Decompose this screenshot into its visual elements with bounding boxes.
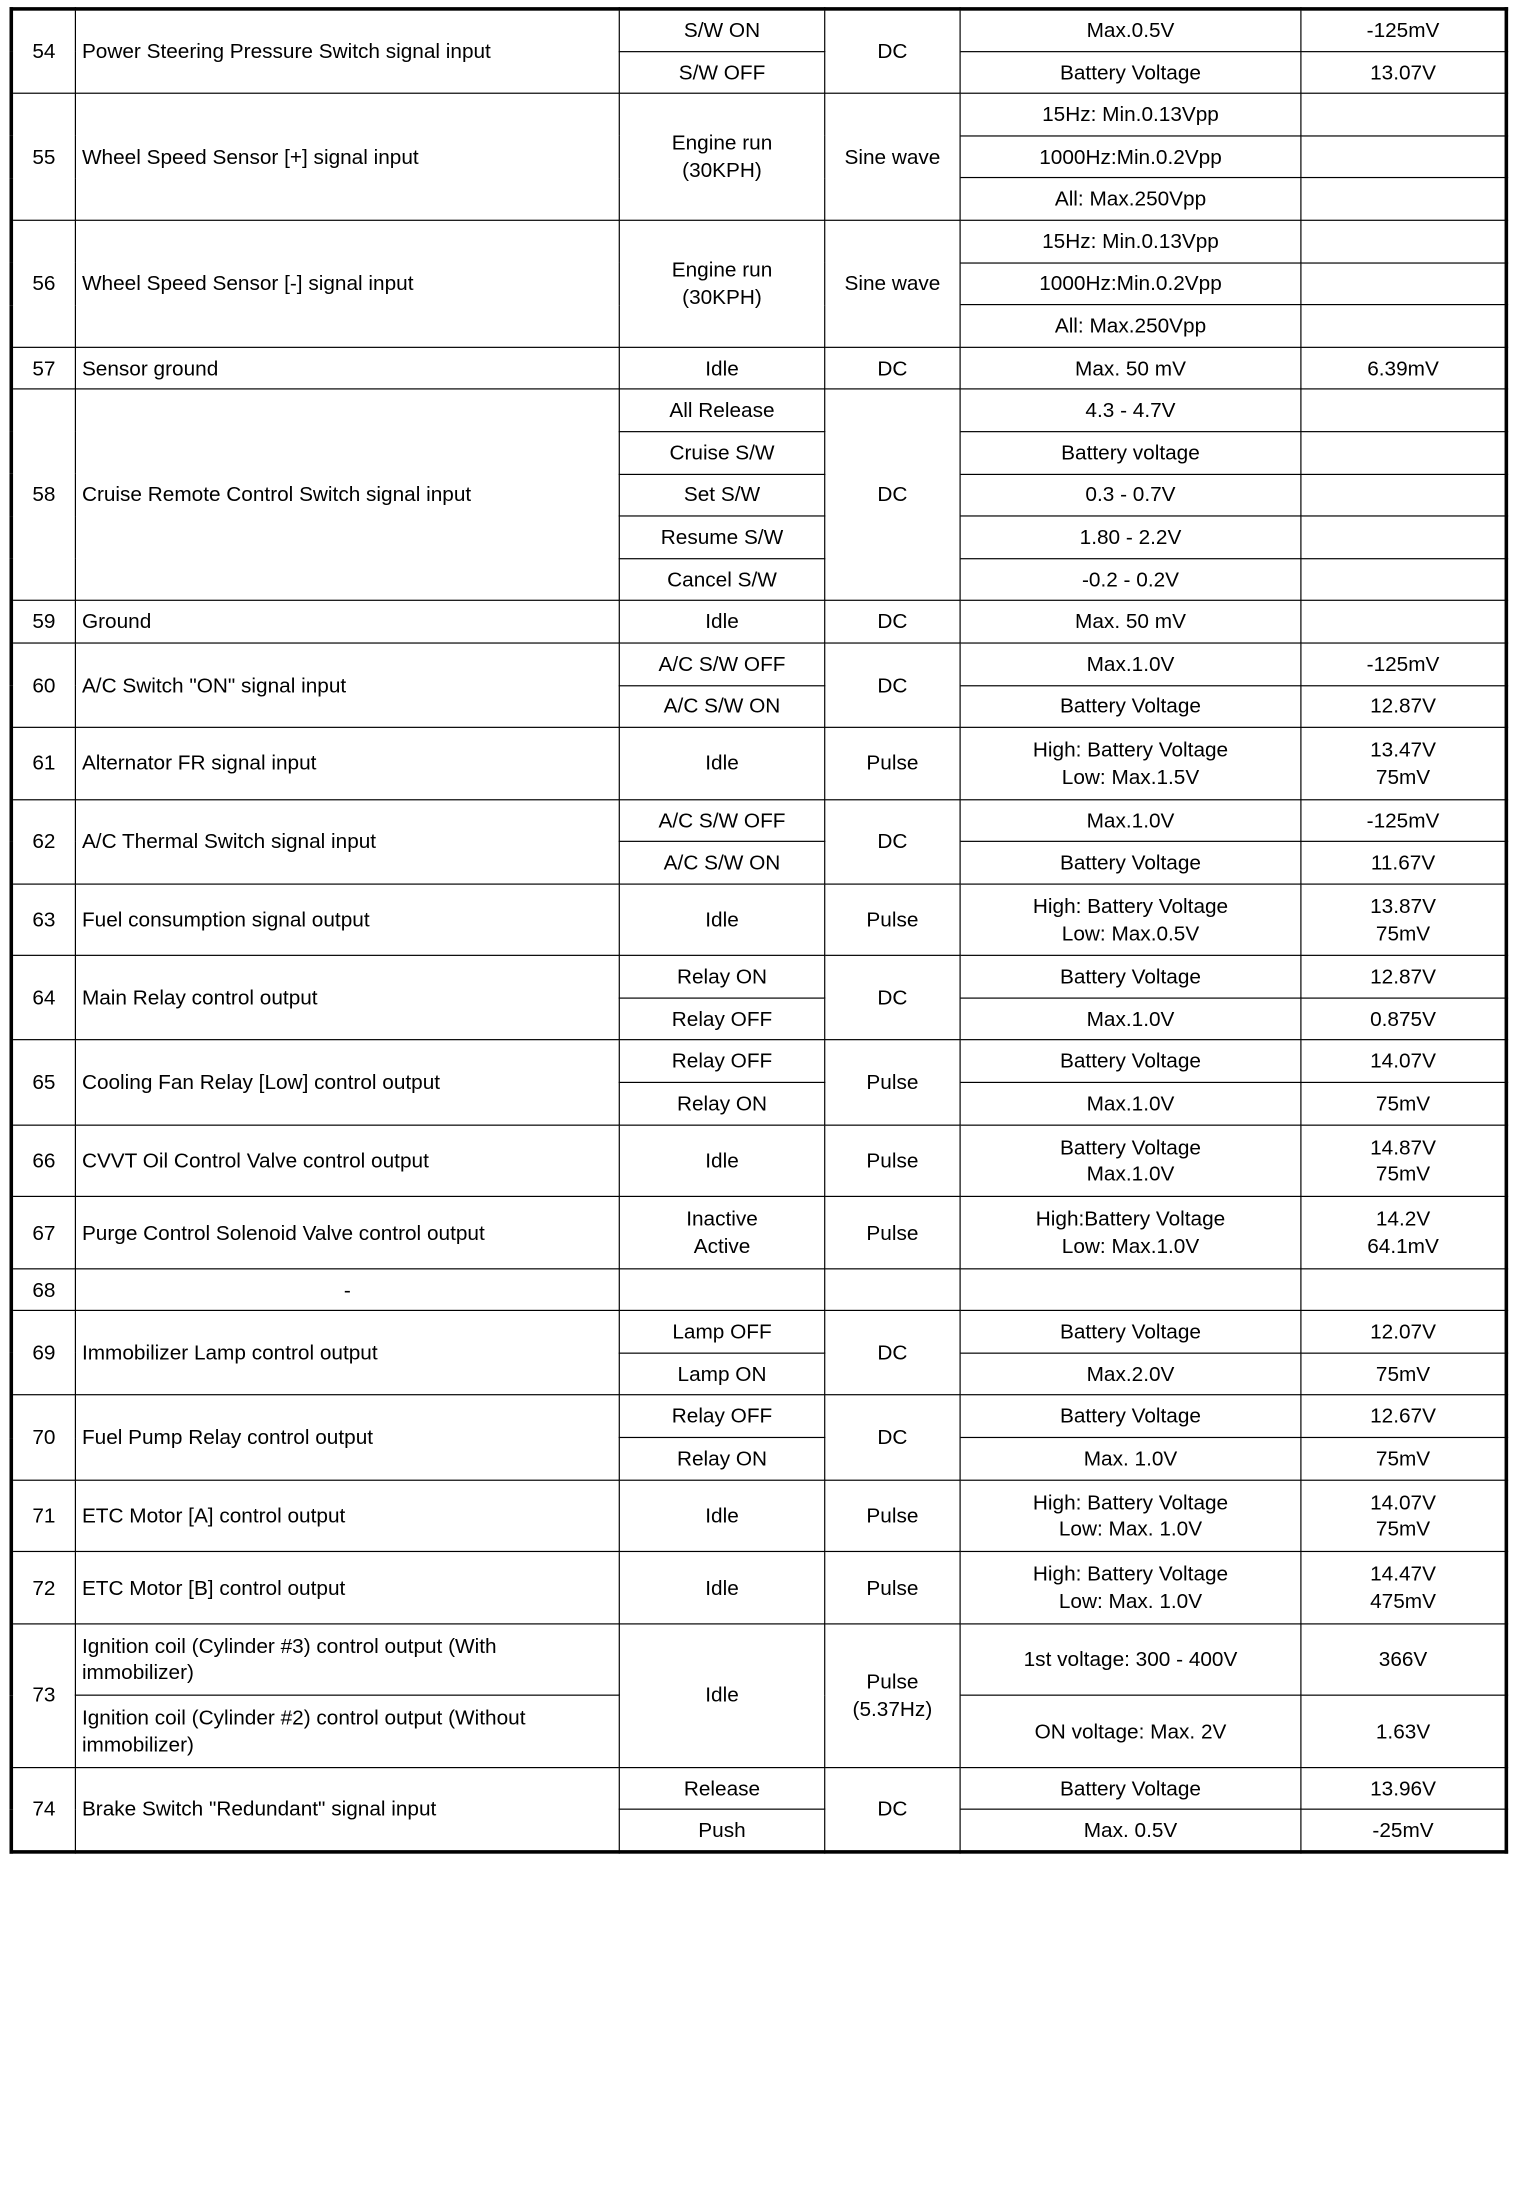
condition-line: Inactive [686,1206,758,1231]
spec-cell [960,1552,1301,1624]
signal-type: Pulse [825,1480,960,1552]
spec-cell: Battery Voltage [960,1395,1301,1437]
spec-line: Low: Max.0.5V [1061,920,1200,945]
measured-cell [1301,474,1506,516]
pin-number: 73 [11,1623,75,1767]
spec-cell: Battery Voltage [960,1767,1301,1809]
pin-number: 55 [11,93,75,220]
measured-cell [1301,1197,1506,1269]
measured-cell [1301,432,1506,474]
pin-description: Fuel Pump Relay control output [75,1395,619,1480]
condition-cell: Relay ON [619,956,824,998]
spec-line: High: Battery Voltage [1032,893,1229,918]
spec-line: Low: Max.1.5V [1061,764,1200,789]
measured-cell: 13.96V [1301,1767,1506,1809]
pin-description: Cruise Remote Control Switch signal input [75,389,619,600]
spec-cell: Max. 1.0V [960,1438,1301,1480]
measured-cell: 1.63V [1301,1695,1506,1767]
table-row [11,799,1506,841]
spec-cell: Max. 50 mV [960,601,1301,643]
spec-cell [960,884,1301,956]
spec-cell: Battery Voltage [960,1040,1301,1082]
pin-description: CVVT Oil Control Valve control output [75,1125,619,1197]
pin-description: Purge Control Solenoid Valve control output [75,1197,619,1269]
pin-number: 63 [11,884,75,956]
spec-cell: 1.80 - 2.2V [960,516,1301,558]
spec-line: High:Battery Voltage [1035,1206,1226,1231]
condition-cell: S/W OFF [619,51,824,93]
condition-cell: Cruise S/W [619,432,824,474]
measured-cell: 13.07V [1301,51,1506,93]
measured-cell [1301,220,1506,262]
spec-cell: 1st voltage: 300 - 400V [960,1623,1301,1695]
spec-cell: Max.2.0V [960,1353,1301,1395]
measured-cell [1301,178,1506,220]
signal-type [825,1623,960,1767]
condition-line: (30KPH) [682,158,762,182]
pin-description: Fuel consumption signal output [75,884,619,956]
measured-line: 13.47V [1370,737,1436,762]
measured-line: 14.07V [1370,1489,1436,1514]
signal-type: DC [825,1767,960,1852]
spec-cell: Max. 0.5V [960,1809,1301,1851]
spec-line: Battery Voltage [1060,1134,1201,1159]
table-row [11,1311,1506,1353]
condition-cell: Idle [619,727,824,799]
pin-number: 69 [11,1311,75,1396]
spec-line: Low: Max. 1.0V [1058,1588,1203,1613]
table-row [11,1040,1506,1082]
signal-type: DC [825,601,960,643]
measured-cell: -125mV [1301,9,1506,51]
signal-type: DC [825,1311,960,1396]
condition-cell [619,1197,824,1269]
condition-cell: Relay ON [619,1438,824,1480]
measured-cell: 0.875V [1301,998,1506,1040]
signal-type: Sine wave [825,93,960,220]
condition-cell: S/W ON [619,9,824,51]
pin-description: Sensor ground [75,347,619,389]
spec-cell [960,1480,1301,1552]
measured-cell: -125mV [1301,799,1506,841]
measured-cell [1301,884,1506,956]
measured-cell: 75mV [1301,1082,1506,1124]
signal-type: Sine wave [825,220,960,347]
spec-line: Low: Max. 1.0V [1058,1516,1203,1541]
measured-line: 475mV [1370,1588,1436,1613]
pin-number: 54 [11,9,75,94]
measured-cell: 366V [1301,1623,1506,1695]
pin-number: 71 [11,1480,75,1552]
measured-cell [1301,516,1506,558]
measured-cell: 6.39mV [1301,347,1506,389]
spec-cell [960,1197,1301,1269]
spec-cell: -0.2 - 0.2V [960,558,1301,600]
condition-cell: Relay ON [619,1082,824,1124]
spec-cell: Max.1.0V [960,643,1301,685]
condition-cell: Idle [619,601,824,643]
measured-line: 75mV [1375,1516,1431,1541]
condition-cell: Idle [619,884,824,956]
pin-description: Wheel Speed Sensor [+] signal input [75,93,619,220]
condition-cell [619,220,824,347]
signal-type: Pulse [825,1197,960,1269]
measured-cell [1301,136,1506,178]
measured-cell [1301,263,1506,305]
pin-description: Brake Switch "Redundant" signal input [75,1767,619,1852]
measured-cell [1301,1552,1506,1624]
condition-cell: A/C S/W ON [619,685,824,727]
condition-cell: Release [619,1767,824,1809]
table-row [11,1125,1506,1197]
table-row [11,884,1506,956]
spec-cell: Battery Voltage [960,842,1301,884]
pin-description: Alternator FR signal input [75,727,619,799]
pin-number: 57 [11,347,75,389]
pin-number: 64 [11,956,75,1041]
spec-line: High: Battery Voltage [1032,1561,1229,1586]
spec-cell: Battery Voltage [960,1311,1301,1353]
pin-number: 66 [11,1125,75,1197]
spec-cell [960,727,1301,799]
pin-number: 74 [11,1767,75,1852]
measured-cell [1301,389,1506,431]
spec-line: High: Battery Voltage [1032,737,1229,762]
condition-cell [619,1268,824,1310]
measured-line: 14.2V [1375,1206,1431,1231]
table-row [11,220,1506,262]
spec-cell [960,1125,1301,1197]
condition-cell: Idle [619,1552,824,1624]
signal-type: Pulse [825,884,960,956]
table-row [11,93,1506,135]
condition-cell: A/C S/W OFF [619,643,824,685]
measured-cell: 12.87V [1301,685,1506,727]
table-row [11,1480,1506,1552]
ecm-pin-table [10,7,1509,1853]
spec-cell: Max.1.0V [960,799,1301,841]
spec-cell [960,1268,1301,1310]
spec-line: High: Battery Voltage [1032,1489,1229,1514]
table-row [11,1197,1506,1269]
signal-type-line: (5.37Hz) [852,1696,933,1721]
pin-number: 61 [11,727,75,799]
table-row [11,601,1506,643]
table-row [11,347,1506,389]
measured-cell [1301,1125,1506,1197]
measured-cell: 12.07V [1301,1311,1506,1353]
signal-type: DC [825,799,960,884]
condition-cell: Relay OFF [619,1040,824,1082]
measured-line: 14.87V [1370,1134,1436,1159]
pin-description: A/C Thermal Switch signal input [75,799,619,884]
condition-cell: Resume S/W [619,516,824,558]
measured-cell [1301,727,1506,799]
condition-cell: Cancel S/W [619,558,824,600]
measured-line: 64.1mV [1367,1233,1439,1258]
table-row [11,1552,1506,1624]
measured-cell: 14.07V [1301,1040,1506,1082]
measured-line: 75mV [1375,1161,1431,1186]
pin-number: 56 [11,220,75,347]
condition-cell: A/C S/W OFF [619,799,824,841]
signal-type-line: Pulse [866,1669,919,1694]
signal-type: DC [825,389,960,600]
signal-type: Pulse [825,1125,960,1197]
spec-cell: Max.1.0V [960,1082,1301,1124]
measured-cell: -125mV [1301,643,1506,685]
measured-cell [1301,558,1506,600]
spec-cell: All: Max.250Vpp [960,178,1301,220]
signal-type: DC [825,643,960,728]
measured-line: 75mV [1375,764,1431,789]
measured-cell: -25mV [1301,1809,1506,1851]
table-row [11,1767,1506,1809]
spec-cell: Max. 50 mV [960,347,1301,389]
table-row [11,727,1506,799]
condition-line: Engine run [671,257,773,282]
spec-cell: ON voltage: Max. 2V [960,1695,1301,1767]
spec-cell: 1000Hz:Min.0.2Vpp [960,263,1301,305]
spec-cell: 1000Hz:Min.0.2Vpp [960,136,1301,178]
pin-number: 65 [11,1040,75,1125]
spec-cell: Max.1.0V [960,998,1301,1040]
pin-number: 70 [11,1395,75,1480]
condition-cell: All Release [619,389,824,431]
condition-cell: Lamp OFF [619,1311,824,1353]
condition-cell: Idle [619,1623,824,1767]
spec-cell: Max.0.5V [960,9,1301,51]
signal-type: Pulse [825,727,960,799]
pin-description: - [75,1268,619,1310]
spec-cell: Battery Voltage [960,685,1301,727]
signal-type: Pulse [825,1552,960,1624]
signal-type: DC [825,956,960,1041]
condition-cell: Idle [619,1480,824,1552]
pin-number: 62 [11,799,75,884]
pin-description: Power Steering Pressure Switch signal input [75,9,619,94]
pin-description: Ground [75,601,619,643]
condition-cell: Relay OFF [619,1395,824,1437]
signal-type: DC [825,1395,960,1480]
pin-number: 59 [11,601,75,643]
spec-cell: Battery voltage [960,432,1301,474]
condition-line: (30KPH) [682,284,762,309]
spec-cell: Battery Voltage [960,956,1301,998]
measured-line: 13.87V [1370,893,1436,918]
pin-description: Main Relay control output [75,956,619,1041]
pin-description: A/C Switch "ON" signal input [75,643,619,728]
table-row [11,1395,1506,1437]
table-row [11,9,1506,51]
measured-cell: 75mV [1301,1438,1506,1480]
table-row [11,389,1506,431]
table-row [11,956,1506,998]
pin-description: Cooling Fan Relay [Low] control output [75,1040,619,1125]
signal-type: Pulse [825,1040,960,1125]
spec-line: Low: Max.1.0V [1061,1233,1200,1258]
pin-description: ETC Motor [B] control output [75,1552,619,1624]
spec-line: Max.1.0V [1086,1161,1175,1186]
measured-cell [1301,305,1506,347]
spec-cell: Battery Voltage [960,51,1301,93]
measured-cell: 11.67V [1301,842,1506,884]
signal-type: DC [825,347,960,389]
table-row [11,1268,1506,1310]
condition-cell: Lamp ON [619,1353,824,1395]
condition-line: Active [693,1233,751,1258]
pin-description: Immobilizer Lamp control output [75,1311,619,1396]
pin-description: Ignition coil (Cylinder #3) control output (With immobilizer) [75,1623,619,1695]
spec-cell: 4.3 - 4.7V [960,389,1301,431]
measured-line: 14.47V [1370,1561,1436,1586]
measured-cell [1301,601,1506,643]
spec-cell: All: Max.250Vpp [960,305,1301,347]
condition-cell: Push [619,1809,824,1851]
pin-number: 60 [11,643,75,728]
condition-line: Engine run [671,131,773,155]
measured-cell: 12.87V [1301,956,1506,998]
measured-cell [1301,1480,1506,1552]
condition-cell: Set S/W [619,474,824,516]
spec-cell: 15Hz: Min.0.13Vpp [960,220,1301,262]
signal-type: DC [825,9,960,94]
pin-number: 67 [11,1197,75,1269]
pin-description: ETC Motor [A] control output [75,1480,619,1552]
table-row [11,1623,1506,1695]
measured-cell: 75mV [1301,1353,1506,1395]
measured-cell [1301,1268,1506,1310]
condition-cell: Idle [619,347,824,389]
measured-cell [1301,93,1506,135]
spec-cell: 0.3 - 0.7V [960,474,1301,516]
table-row [11,643,1506,685]
signal-type [825,1268,960,1310]
condition-cell [619,93,824,220]
pin-number: 58 [11,389,75,600]
condition-cell: Relay OFF [619,998,824,1040]
pin-number: 72 [11,1552,75,1624]
condition-cell: A/C S/W ON [619,842,824,884]
condition-cell: Idle [619,1125,824,1197]
measured-line: 75mV [1375,920,1431,945]
measured-cell: 12.67V [1301,1395,1506,1437]
spec-cell: 15Hz: Min.0.13Vpp [960,93,1301,135]
pin-description: Wheel Speed Sensor [-] signal input [75,220,619,347]
pin-number: 68 [11,1268,75,1310]
pin-description: Ignition coil (Cylinder #2) control output (Without immobilizer) [75,1695,619,1767]
